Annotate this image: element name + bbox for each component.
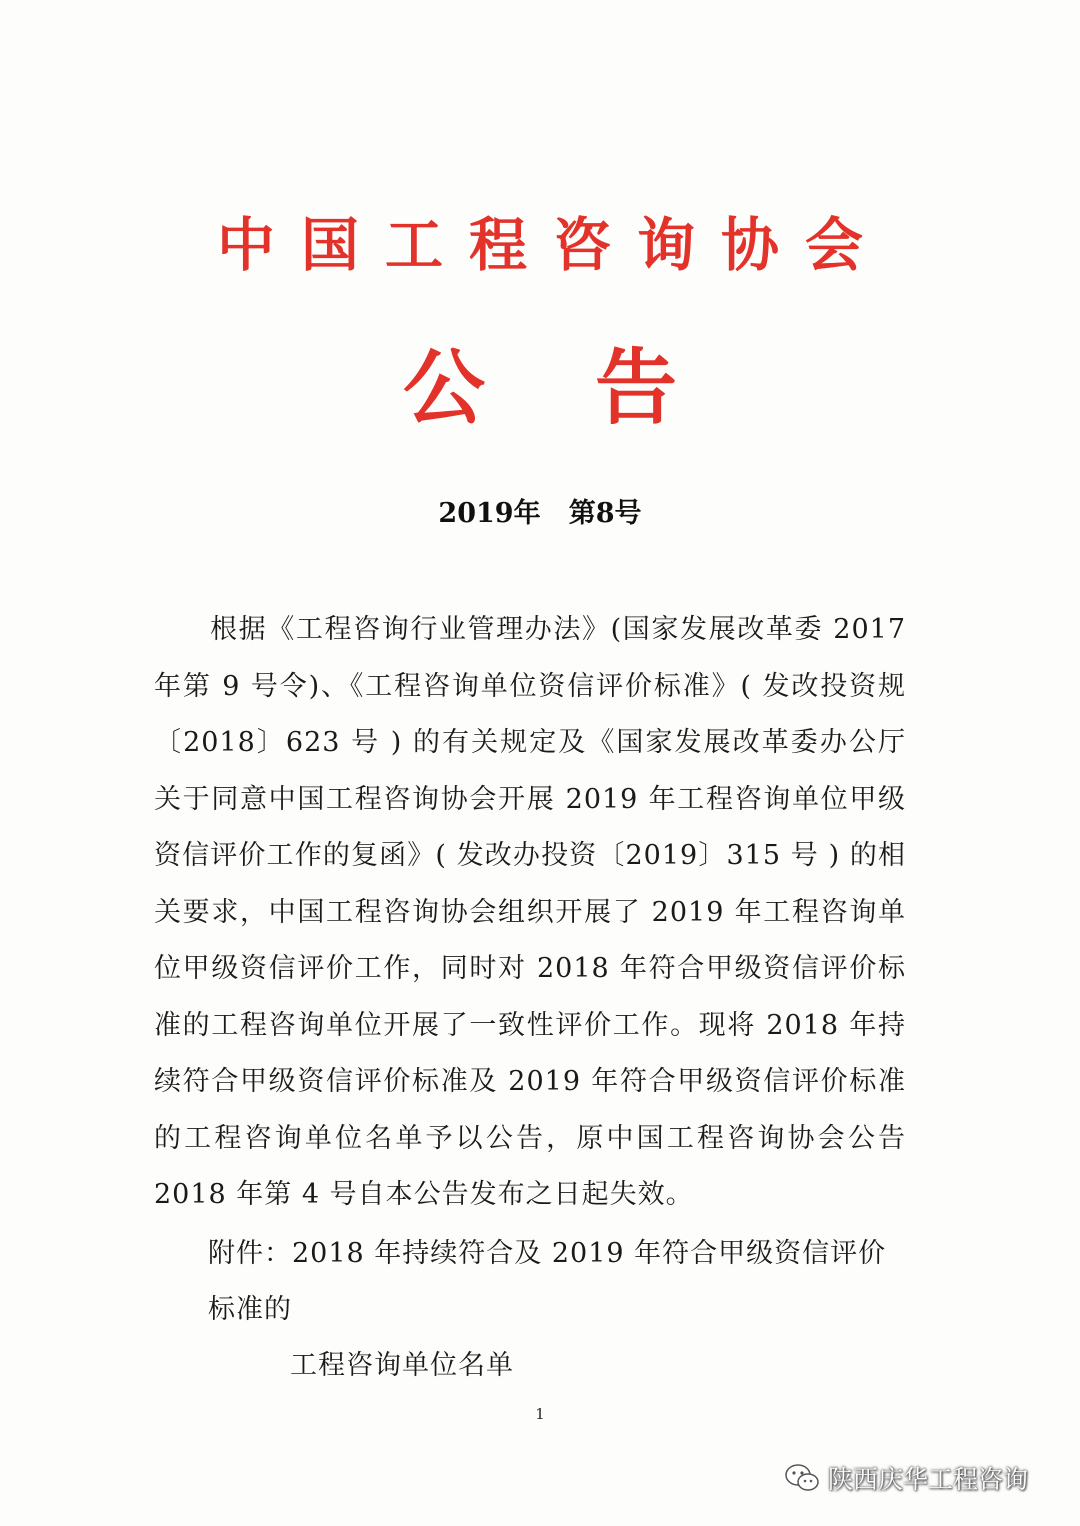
document-type-title: 公告 — [402, 340, 787, 436]
wechat-icon — [784, 1463, 820, 1493]
watermark-text: 陕西庆华工程咨询 — [828, 1465, 1029, 1494]
source-watermark — [784, 1458, 1028, 1498]
attachment-line-2: 工程咨询单位名单 — [290, 1350, 514, 1381]
attachment-note — [208, 1226, 908, 1394]
attachment-line-1: 附件：2018 年持续符合及 2019 年符合甲级资信评价标准的 — [208, 1238, 887, 1325]
page-number: 1 — [535, 1405, 545, 1423]
body-paragraph: 根据《工程咨询行业管理办法》(国家发展改革委 2017 年第 9 号令)、《工程咨询单位资信评价标准》( 发改投资规〔2018〕623 号 ) 的有关规定及《国家发展改革委办公厅关于同意中国工程咨询协会开展 2019 年工程咨询单位甲级资信评价工作的复函》( 发改办投资〔2019〕315 号 ) 的相关要求，中国工程咨询协会组织开展了 2019 年工程咨询单位甲级资信评价工作，同时对 2018 年符合甲级资信评价标准的工程咨询单位开展了一致性评价工作。现将 2018 年持续符合甲级资信评价标准及 2019 年符合甲级资信评价标准的工程咨询单位名单予以公告，原中国工程咨询协会公告 2018 年第 4 号自本公告发布之日起失效。 — [154, 614, 906, 1210]
organization-title: 中国工程咨询协会 — [216, 211, 889, 279]
document-number: 2019年 第8号 — [438, 498, 642, 529]
